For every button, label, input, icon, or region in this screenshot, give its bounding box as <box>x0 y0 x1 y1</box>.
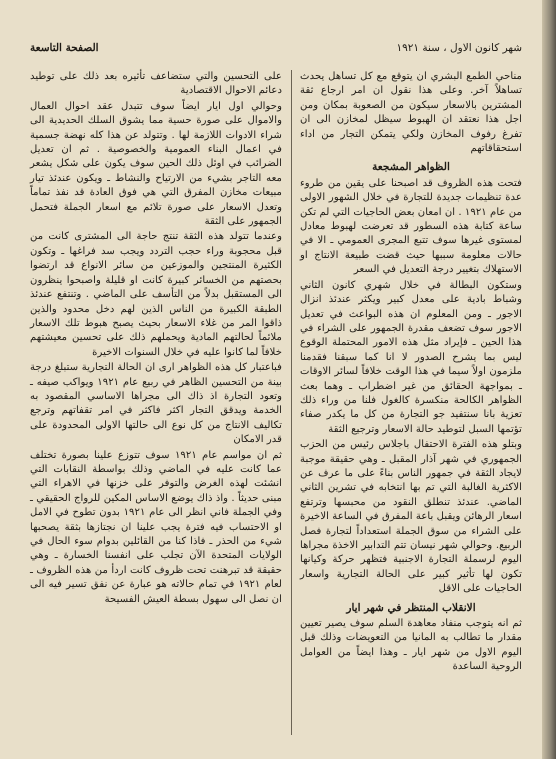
section-heading: الانقلاب المنتظر في شهر ايار <box>346 601 476 614</box>
paragraph: وحوالي اول ايار ايضاً سوف تتبدل عقد احوال العمال والاموال على صورة حسية مما يشوق السلك الحديدية الى شراء الادوات اللازمة لها . وتتولد عن هذا كله نهضة جسمية في اعمال البناء العمومية والخصوصية . ثم ان تعديل الضرائب في اوئل ذلك الحين سوف يكون على شكل يشعر معه التاجر بشيء من الارتياح والنشاط ـ ويكون عندئذ تيار مبيعات مخازن المفرق التي هي فوق العادة قد نفذ تماماً وتعدل الاسعار على صورة تلائم مع اسعار الجملة فتحمل الجمهور على الثقة <box>30 100 282 228</box>
paragraph: فباعتبار كل هذه الظواهر ارى ان الحالة التجارية ستبلغ درجة بينة من التحسين الظاهر في ربيع عام ١٩٢١ ويواكب صيفه ـ وتعود التجارة اذ ذاك الى مجراها الاساسي المقصود به الخدمة ويدقق التجار اكثر فاكثر في امر تقفاتهم وترجع تكاليف الانتاج من كل نوع الى حالتها الاولى المحدودة على قدر الامكان <box>30 362 282 446</box>
left-text-column <box>30 70 282 608</box>
running-title: شهر كانون الاول ، سنة ١٩٢١ <box>396 42 522 54</box>
paragraph: وبتلو هذه الفترة الاحتفال باجلاس رئيس من الحزب الجمهوري في شهر آذار المقبل ـ وهي حقيقة موجبة لايجاد الثقة في جمهور الناس بناءً على ما عرف عن الاكثرية الغالبة التي تم بها انتخابه في تشرين الثاني الماضي. عندئذ تنطلق النقود من محبسها وترتفع اسعار الرهائن ويقبل باعة المفرق في الساعة الاخيرة على الشراء من سوق الجملة استعداداً لتجارة فصل الربيع. وحوالي شهر نيسان تتم التدابير الاخذة مجراها اليوم لرسملة التجارة الاجنبية فتظهر حركة وكيانها تكون لها تأثير كبير على الحالة التجارية واسعار الحاجيات على الاقل <box>300 439 522 595</box>
column-divider <box>291 70 292 735</box>
paragraph: فتحت هذه الظروف قد اصبحنا على يقين من طروء عدة تنظيمات جديدة للتجارة في خلال الشهور الاولى من عام ١٩٢١ . ان امعان بعض الحاجيات التي لم تكن ساعة كتابة هذه السطور قد تعرضت لهبوط معادل لمستوى غيرها سوف تتبع المجرى العمومي ـ الا في حالات معلومة سببها حيث قضت طبيعة الانتاج او الاستهلاك بتغيير درجة التعديل في السعر <box>300 177 522 276</box>
page-number-label: الصفحة التاسعة <box>30 42 99 54</box>
right-text-column <box>300 70 522 676</box>
paragraph: ثم ان مواسم عام ١٩٢١ سوف تتوزع علينا بصورة تختلف عما كانت عليه في الماضي وذلك بواسطة النقابات التي انشئت لهذه الغرض والتوفر على خزنها في الاهراء التي مبنى حديثاً . واذ ذاك يوضع الاساس المكين للرواج الحقيقي ـ وفي الجملة فاني انظر الى عام ١٩٢١ بدون تطوح في الامل او الاحتساب فيه فترة يجب علينا ان نجتازها بثقة يصحبها شيء من الحذر ـ فاذا كنا من القائلين بدوام سوء الحال في الولايات المتحدة الآن تجلب على انفسنا الخسارة ـ وهي حقيقة قد تبرهنت تحت ظروف كانت اردأ من هذه الظروف ـ لعام ١٩٢١ في تمام حالاته هو عبارة عن نفق تسير فيه الى ان نصل الى سهول بسطة العيش الفسيحة <box>30 449 282 605</box>
section-heading: الظواهر المشجعة <box>372 161 450 174</box>
page-header <box>30 42 522 58</box>
book-spine <box>542 0 556 759</box>
paragraph: على التحسين والتي ستضاعف تأثيره بعد ذلك على توطيد دعائم الاحوال الاقتصادية <box>30 71 282 97</box>
paragraph: ثم انه يتوجب منفاد معاهدة السلم سوف يصير تعيين مقدار ما تطالب به المانيا من التعويضات وذلك قبل اليوم الاول من شهر ايار ـ وهذا ايضاً من العوامل الروحية الساعدة <box>300 618 522 673</box>
paragraph: مناحي الطمع البشري ان يتوقع مع كل تساهل يحدث تساهلاً آخر. وعلى هذا نقول ان امر ارجاع ثقة المشترين بالاسعار سيكون من الصعوبة بمكان ومن اجل هذا نعتقد ان الهبوط سيظل لمخازن الى ان تفرغ رفوف المخازن ولكي يتمكن التجار من اداء استحقاقاتهم <box>300 71 522 155</box>
paragraph: وستكون البطالة في خلال شهري كانون الثاني وشباط بادية على معدل كبير ويكثر عندئذ انزال الاجور ـ ومن المعلوم ان هذه البواعث في تعديل الاجور سوف تضعف مقدرة الجمهور على الشراء في هذا الحين ـ فإيراد مثل هذه الامور المحتملة الوقوع ليس بما يشرح الصدور لا انا كما سبقنا فقدمنا ملزمون اولاً سيما في هذا الوقت خلافاً لسائر الاوقات ـ بمواجهة الحقائق من غير اضطراب ـ وهما بعث الظواهر الكالحة منكسرة كالغول فلنا من وراء ذلك تعزية بانا سنتفيد جو التجارة من كل ما يكدر صفاء تؤتمها السبل لتوطيد حالة الاسعار وترجيع الثقة <box>300 279 522 435</box>
paragraph: وعندما تتولد هذه الثقة تنتج حاجة الى المشترى كانت من قبل محجوبة وراء حجب التردد ويجب سد فراغها ـ وتكون الكثيرة المنتجين والموزعين من سائر الانواع قد ارتضوا بحصتهم من الخسائر كبيرة كانت او قليلة واصبحوا ينظرون الى المستقبل بدلاً من التأسف على الماضي . وتنتفع عندئذ الطبقة الكبيرة من الناس الذين لهم دخل محدود والذين ذاقوا المر من غلاء الاسعار بحيث يصبح هبوط تلك الاسعار ملائماً لحالتهم المادية ويحملهم ذلك على تحسين معيشتهم خلافاً لما كانوا عليه في خلال السنوات الاخيرة <box>30 231 282 358</box>
